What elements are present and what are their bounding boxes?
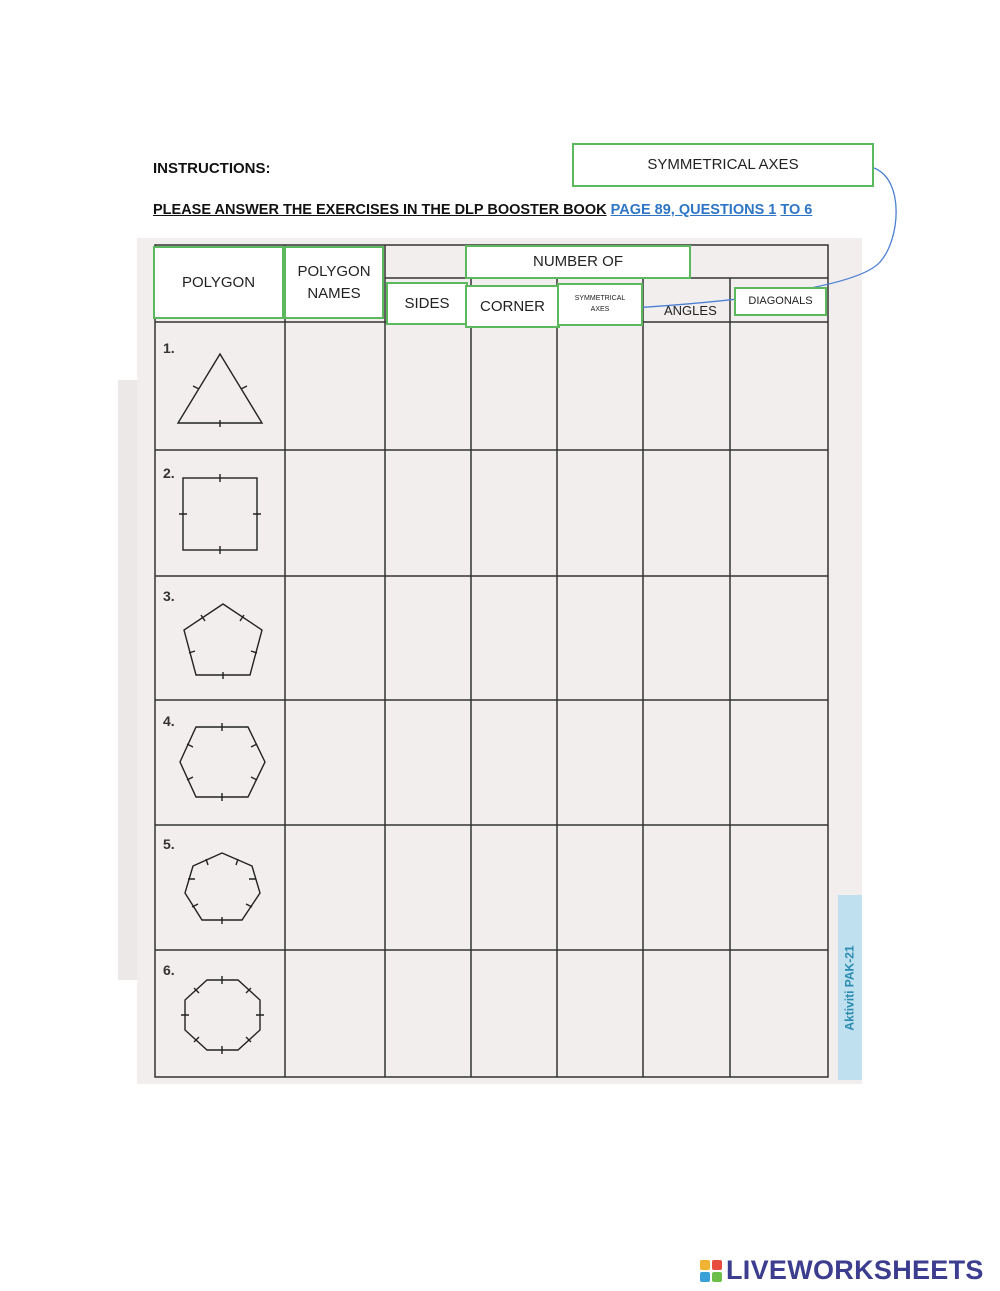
angles-header: ANGLES xyxy=(664,303,717,318)
triangle-ticks xyxy=(193,386,247,427)
corner-header: CORNER xyxy=(479,297,545,315)
row-number: 3. xyxy=(163,588,175,604)
number-of-header: NUMBER OF xyxy=(533,253,623,271)
instructions-text: PLEASE ANSWER THE EXERCISES IN THE DLP BOOSTER BOOK xyxy=(153,202,607,218)
row-number: 6. xyxy=(163,962,175,978)
octagon-ticks xyxy=(181,976,264,1054)
table-frame xyxy=(155,245,828,1077)
corner-header-box[interactable] xyxy=(465,285,560,328)
instructions-heading: INSTRUCTIONS: xyxy=(153,160,271,177)
pentagon-ticks xyxy=(189,615,257,679)
liveworksheets-logo xyxy=(700,1255,984,1286)
aktiviti-label: Aktiviti PAK-21 xyxy=(843,944,858,1031)
diagonals-header-box[interactable] xyxy=(734,287,827,316)
number-of-header-box[interactable] xyxy=(465,245,691,279)
diagonals-header: DIAGONALS xyxy=(748,294,813,307)
row-number: 1. xyxy=(163,340,175,356)
sides-header-box[interactable] xyxy=(386,282,468,325)
symmetrical-axes-header: SYMMETRICAL AXES xyxy=(574,295,626,313)
page-link[interactable]: PAGE 89, QUESTIONS 1 xyxy=(610,202,777,218)
row-number: 5. xyxy=(163,836,175,852)
questions-link[interactable]: TO 6 xyxy=(780,202,813,218)
polygon-header-box[interactable] xyxy=(153,246,284,319)
sides-header: SIDES xyxy=(404,294,450,312)
row-number: 4. xyxy=(163,713,175,729)
square-icon xyxy=(183,478,257,550)
polygon-header: POLYGON xyxy=(181,273,256,291)
symmetrical-axes-header-box[interactable] xyxy=(557,283,643,326)
triangle-icon xyxy=(178,354,262,423)
brand-name: LIVEWORKSHEETS xyxy=(726,1255,984,1285)
heptagon-icon xyxy=(185,853,260,920)
row-number: 2. xyxy=(163,465,175,481)
polygon-names-header: POLYGON NAMES xyxy=(297,262,371,302)
square-ticks xyxy=(179,474,261,554)
pentagon-icon xyxy=(184,604,262,675)
hexagon-icon xyxy=(180,727,265,797)
polygon-names-header-box[interactable] xyxy=(284,246,384,319)
hexagon-ticks xyxy=(187,723,257,801)
logo-mark-icon xyxy=(700,1260,722,1282)
symmetrical-axes-label: SYMMETRICAL AXES xyxy=(647,156,799,174)
